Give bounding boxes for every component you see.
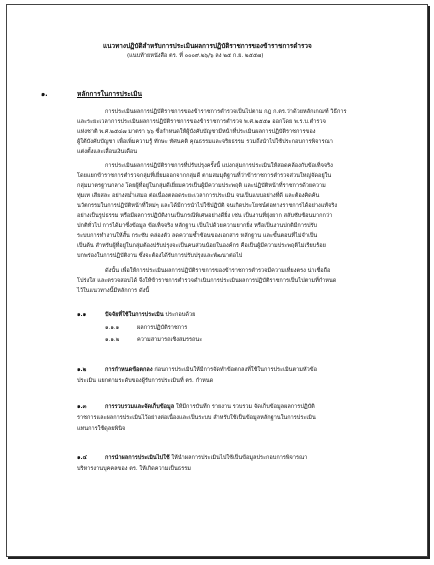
sub-item-number: ๑.๑.๑ [105,325,120,331]
item-text: ประกอบด้วย [163,312,196,318]
sub-item-number: ๑.๑.๒ [105,337,120,343]
document-title: แนวทางปฏิบัติสำหรับการประเมินผลการปฏิบัติราชการของข้าราชการตำรวจ [103,42,312,50]
item-number: ๑.๒ [77,367,87,373]
item-text-line: ราชการและผลการประเมินไว้อย่างต่อเนื่องและเป็นระบบ สำหรับใช้เป็นข้อมูลหลักฐานในการประเมิน [77,415,316,421]
item-label: การนำผลการประเมินไปใช้ [105,455,170,461]
item-text: ก่อนการประเมินให้มีการจัดทำข้อตกลงที่ใช้ในการประเมินตามหัวข้อ [152,367,317,373]
item-body [105,455,307,462]
paragraph-line: โปร่งใส และตรวจสอบได้ จึงให้ข้าราชการตำรวจดำเนินการประเมินผลการปฏิบัติราชการเป็นไปตามที่กำหนด [77,278,337,284]
document-subtitle: (แนบท้ายหนังสือ ตร. ที่ ๐๐๐๙.๒๖/๖ ลง ๒๕ ก.ย. ๒๕๕๗) [127,53,264,59]
paragraph-line: ไว้ในแนวทางนี้มีหลักการ ดังนี้ [77,288,150,294]
item-body [105,312,195,319]
paragraph-line: นวัตกรรมในการปฏิบัติหน้าที่ใหม่ๆ และได้มีการนำไปใช้ปฏิบัติ จนเกิดประโยชน์ต่อทางราชการได้อย่างแท้จริง [77,203,338,209]
item-number: ๑.๓ [77,404,87,410]
paragraph-line: การประเมินผลการปฏิบัติราชการที่ปรับปรุงครั้งนี้ แบ่งกลุ่มการประเมินให้สอดคล้องกับข้อเท็จจริง [105,163,333,169]
paragraph-line: ระบบการทำงานให้สั้น กระชับ คล่องตัว ลดความซ้ำซ้อนของเอกสาร หลักฐาน และขั้นตอนที่ไม่จำเป็น [77,233,318,239]
item-text-line: ประเมิน แยกตามระดับของผู้รับการประเมินที่ ตร. กำหนด [77,378,214,384]
item-body [105,367,317,374]
section-number: ๑. [41,90,48,98]
item-number: ๑.๑ [77,312,87,318]
item-text: ให้มีการบันทึก รายงาน รวบรวม จัดเก็บข้อมูลผลการปฏิบัติ [174,404,315,410]
item-text-line: บริหารงานบุคคลของ ตร. ให้เกิดความเป็นธรรม [77,466,191,472]
paragraph-line: ทุ่มเท เสียสละ อย่างสม่ำเสมอ ต่อเนื่องตลอดระยะเวลาการประเมิน จนเป็นแบบอย่างที่ดี และต้องคิดค้น [77,193,320,199]
item-label: การกำหนดข้อตกลง [105,367,153,373]
item-body [105,404,315,411]
paragraph-line: โดยแยกข้าราชการตำรวจกลุ่มที่เยี่ยมออกจากกลุ่มดี ตามสมมุติฐานที่ว่าข้าราชการตำรวจส่วนใหญ่จัดอยู่ใน [77,173,332,179]
item-label: การรวบรวมและจัดเก็บข้อมูล [105,404,175,410]
item-number: ๑.๔ [77,455,87,461]
paragraph-line: เป็นต้น สำหรับผู้ที่อยู่ในกลุ่มต้องปรับปรุงจะเป็นคนส่วนน้อยในองค์กร คือเป็นผู้มีความประพฤติไม่เรียบร้อย [77,243,326,249]
paragraph-line: อย่างเป็นรูปธรรม หรือมีผลการปฏิบัติงานเป็นกรณีพิเศษอย่างดียิ่ง เช่น เป็นงานที่ยุ่งยาก สลับซับซ้อนมากกว่า [77,213,333,219]
paragraph-line: แห่งชาติ พ.ศ.๒๕๔๗ มาตรา ๖๖ ซึ่งกำหนดให้ผู้บังคับบัญชามีหน้าที่ประเมินผลการปฏิบัติราชการของ [77,129,316,135]
paragraph-line: การประเมินผลการปฏิบัติราชการของข้าราชการตำรวจเป็นไปตาม กฎ ก.ตร.ว่าด้วยหลักเกณฑ์ วิธีการ [105,109,347,115]
paragraph-line: บกพร่องในการปฏิบัติงาน ซึ่งจะต้องได้รับการปรับปรุงและพัฒนาต่อไป [77,253,243,259]
section-heading: หลักการในการประเมิน [77,90,142,98]
paragraph-line: ผู้ใต้บังคับบัญชา เพื่อเพิ่มความรู้ ทักษะ ทัศนคติ คุณธรรมและจริยธรรม รวมถึงนำไปใช้ประกอบการพิจารณา [77,139,333,145]
item-text-line: แทนการใช้ดุลยพินิจ [77,426,126,432]
paragraph-line: กลุ่มมาตรฐานกลาง โดยผู้ที่อยู่ในกลุ่มดีเยี่ยมควรเป็นผู้มีความประพฤติ และปฏิบัติหน้าที่ราชการด้วยความ [77,183,326,189]
paragraph-line: ปกติทั่วไป การได้มาซึ่งข้อมูล ข้อเท็จจริง หลักฐาน เป็นไปด้วยความยากยิ่ง หรือเป็นงานปกติมีการปรับ [77,223,318,229]
paragraph-line: แต่งตั้งและเลื่อนเงินเดือน [77,149,138,155]
document-page [6,4,428,557]
paragraph-line: ดังนั้น เพื่อให้การประเมินผลการปฏิบัติราชการของข้าราชการตำรวจมีความเที่ยงตรง น่าเชื่อถือ [105,268,331,274]
paragraph-line: และระยะเวลาการประเมินผลการปฏิบัติราชการของข้าราชการตำรวจ พ.ศ.๒๕๕๑ ออกโดย พ.ร.บ.ตำรวจ [77,119,326,125]
sub-item-text: ผลการปฏิบัติราชการ [137,325,188,331]
item-label: ปัจจัยที่ใช้ในการประเมิน [105,312,164,318]
item-text: ให้นำผลการประเมินไปใช้เป็นข้อมูลประกอบการพิจารณา [169,455,308,461]
sub-item-text: ความสามารถเชิงสมรรถนะ [137,337,203,343]
